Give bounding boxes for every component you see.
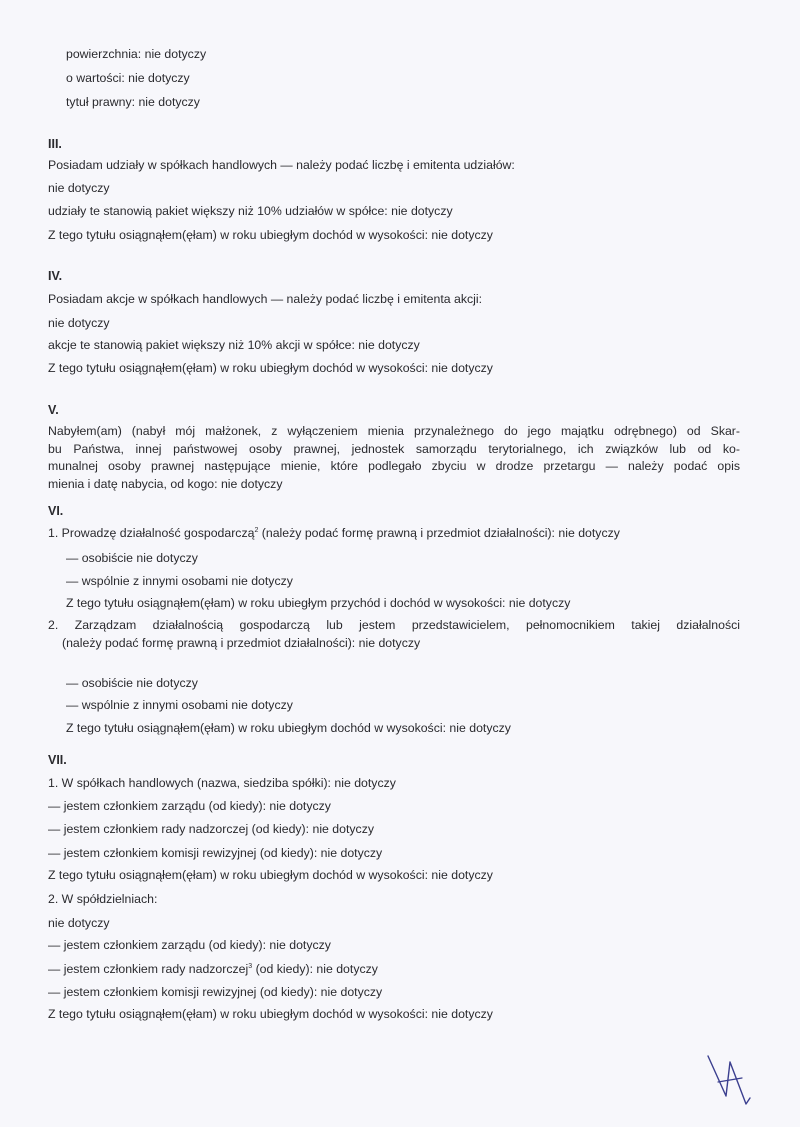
paragraph-line: Nabyłem(am) (nabył mój małżonek, z wyłączeniem mienia przynależnego do jego majątku odrębnego) od Skar-	[48, 424, 740, 438]
business-activity-text: 1. Prowadzę działalność gospodarczą	[48, 526, 255, 540]
footnote-mark: 3	[248, 963, 253, 970]
business-income-line: Z tego tytułu osiągnąłem(ęłam) w roku ubiegłym przychód i dochód w wysokości: nie dotyczy	[66, 596, 571, 610]
section-heading-iv: IV.	[48, 269, 63, 283]
paragraph-line: 2. Zarządzam działalnością gospodarczą lub jestem przedstawicielem, pełnomocnikiem takiej działalności	[48, 618, 740, 632]
management-jointly-line: — wspólnie z innymi osobami nie dotyczy	[66, 698, 293, 712]
section-heading-v: V.	[48, 403, 59, 417]
paragraph-line: bu Państwa, innej państwowej osoby prawnej, jednostek samorządu terytorialnego, ich związków lub od ko-	[48, 441, 740, 456]
stocks-package-line: akcje te stanowią pakiet większy niż 10% akcji w spółce: nie dotyczy	[48, 338, 420, 352]
management-paragraph	[48, 617, 740, 652]
business-activity-line	[48, 526, 620, 541]
handwritten-initials	[702, 1052, 754, 1110]
coop-supervisory-text: — jestem członkiem rady nadzorczej	[48, 962, 249, 976]
management-income-line: Z tego tytułu osiągnąłem(ęłam) w roku ubiegłym dochód w wysokości: nie dotyczy	[66, 721, 511, 735]
legal-title-line: tytuł prawny: nie dotyczy	[66, 95, 200, 109]
coop-supervisory-text-cont: (od kiedy): nie dotyczy	[252, 962, 378, 976]
shares-statement: Posiadam udziały w spółkach handlowych — należy podać liczbę i emitenta udziałów:	[48, 158, 515, 172]
companies-line: 1. W spółkach handlowych (nazwa, siedziba spółki): nie dotyczy	[48, 776, 396, 790]
stocks-answer: nie dotyczy	[48, 316, 110, 330]
coop-supervisory-board-line	[48, 962, 378, 977]
management-personally-line: — osobiście nie dotyczy	[66, 676, 198, 690]
value-line: o wartości: nie dotyczy	[66, 71, 190, 85]
supervisory-board-line: — jestem członkiem rady nadzorczej (od kiedy): nie dotyczy	[48, 822, 374, 836]
cooperatives-answer: nie dotyczy	[48, 916, 110, 930]
paragraph-line: mienia i datę nabycia, od kogo: nie dotyczy	[48, 476, 283, 491]
jointly-line: — wspólnie z innymi osobami nie dotyczy	[66, 574, 293, 588]
coop-board-member-line: — jestem członkiem zarządu (od kiedy): nie dotyczy	[48, 938, 331, 952]
area-line: powierzchnia: nie dotyczy	[66, 47, 207, 61]
shares-answer: nie dotyczy	[48, 181, 110, 195]
audit-committee-line: — jestem członkiem komisji rewizyjnej (od kiedy): nie dotyczy	[48, 846, 383, 860]
business-activity-text-cont: (należy podać formę prawną i przedmiot działalności): nie dotyczy	[258, 526, 620, 540]
coop-audit-committee-line: — jestem członkiem komisji rewizyjnej (od kiedy): nie dotyczy	[48, 985, 383, 999]
section-heading-vi: VI.	[48, 504, 64, 518]
paragraph-line: (należy podać formę prawną i przedmiot działalności): nie dotyczy	[62, 635, 421, 650]
paragraph-line: munalnej osoby prawnej następujące mienie, które podlegało zbyciu w drodze przetargu — należy podać opis	[48, 459, 740, 473]
shares-package-line: udziały te stanowią pakiet większy niż 10% udziałów w spółce: nie dotyczy	[48, 204, 453, 218]
section-heading-iii: III.	[48, 137, 62, 151]
stocks-income-line: Z tego tytułu osiągnąłem(ęłam) w roku ubiegłym dochód w wysokości: nie dotyczy	[48, 361, 493, 375]
section-heading-vii: VII.	[48, 753, 67, 767]
footnote-mark: 2	[254, 527, 259, 534]
stocks-statement: Posiadam akcje w spółkach handlowych — należy podać liczbę i emitenta akcji:	[48, 292, 483, 306]
coop-income-line: Z tego tytułu osiągnąłem(ęłam) w roku ubiegłym dochód w wysokości: nie dotyczy	[48, 1007, 493, 1021]
companies-income-line: Z tego tytułu osiągnąłem(ęłam) w roku ubiegłym dochód w wysokości: nie dotyczy	[48, 868, 493, 882]
cooperatives-line: 2. W spółdzielniach:	[48, 892, 158, 906]
board-member-line: — jestem członkiem zarządu (od kiedy): nie dotyczy	[48, 799, 331, 813]
property-acquisition-paragraph	[48, 423, 740, 493]
shares-income-line: Z tego tytułu osiągnąłem(ęłam) w roku ubiegłym dochód w wysokości: nie dotyczy	[48, 228, 493, 242]
personally-line: — osobiście nie dotyczy	[66, 551, 198, 565]
